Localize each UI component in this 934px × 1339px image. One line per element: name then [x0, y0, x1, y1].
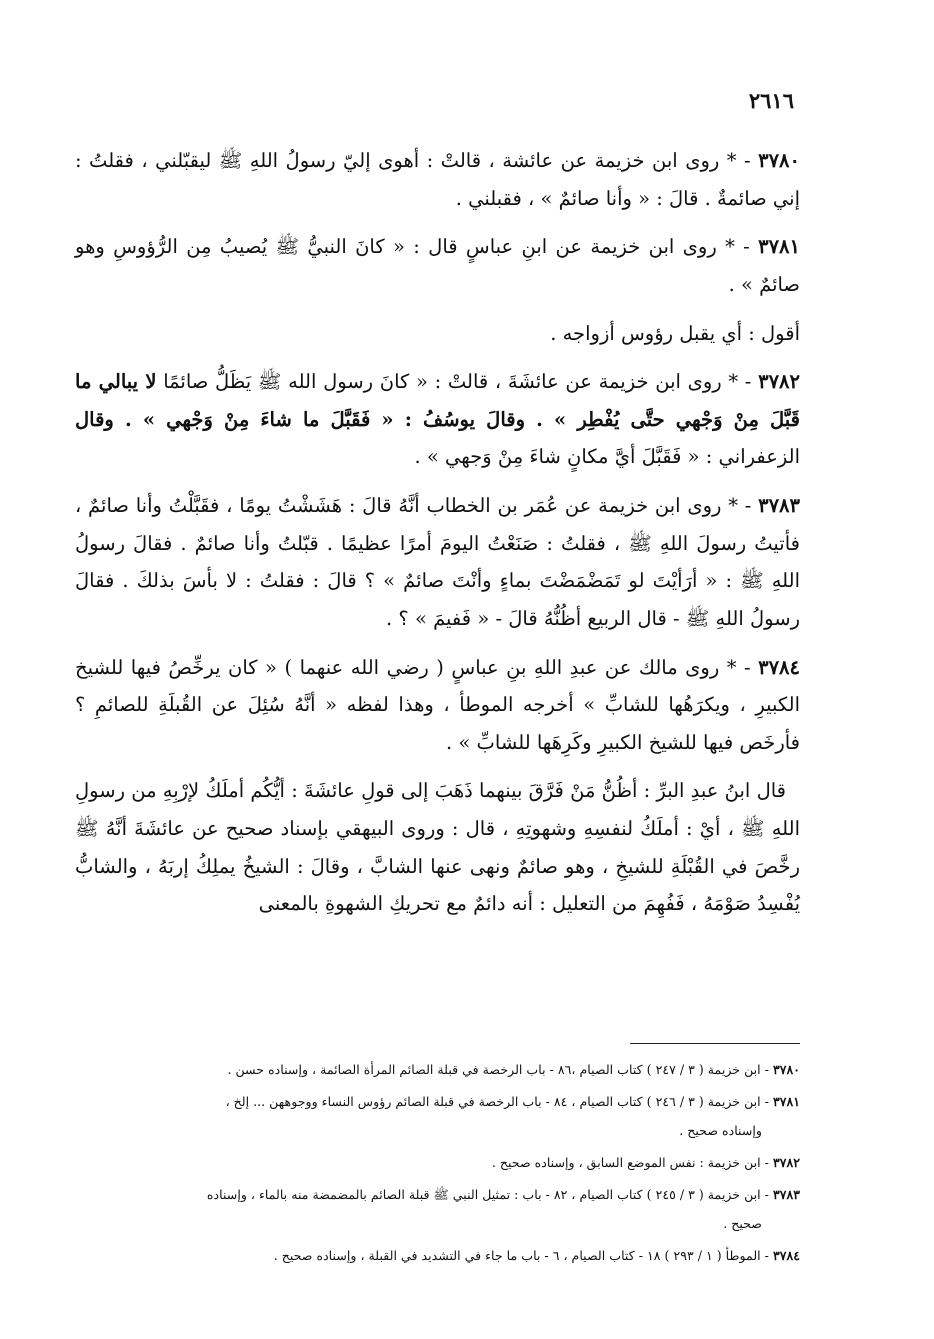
footnote-3781: [75, 1088, 800, 1146]
hadith-number: ٣٧٨٠: [758, 149, 800, 172]
hadith-text: - * روى ابن خزيمة عن عُمَر بن الخطاب أنَّهُ قالَ : هَشَشْتُ يومًا ، فقَبَّلْتُ وأنا صائمٌ ، فأتيتُ رسولَ اللهِ ﷺ ، فقلتُ : صَنَعْتُ اليومَ أمرًا عظيمًا . قبّلتُ وأنا صائمٌ . فقالَ رسولُ اللهِ ﷺ : « أرَأيْتَ لو تَمَضْمَضْتَ بماءٍ وأنْتَ صائمٌ » ؟ قالَ : فقلتُ : لا بأسَ بذلكَ . فقالَ رسولُ اللهِ ﷺ - قال الربيع أظُنُّهُ قالَ - « فَفيمَ » ؟ .: [75, 494, 800, 630]
footnote-text: - ابن خزيمة ( ٣ / ٢٤٥ ) كتاب الصيام ، ٨٢ - باب : تمثيل النبي ﷺ قبلة الصائم بالمضمضة منه بالماء ، وإسناده: [206, 1186, 773, 1202]
commentary-ibn-abd-albarr: [75, 772, 800, 923]
comment-text: أقول : أي يقبل رؤوس أزواجه .: [550, 321, 800, 345]
hadith-3784: [75, 649, 800, 762]
footnote-number: ٣٧٨٣: [772, 1186, 800, 1202]
comment-aqool: [75, 315, 800, 353]
footnote-text: - ابن خزيمة ( ٣ / ٢٤٦ ) كتاب الصيام ، ٨٤ - باب الرخصة في قبلة الصائم رؤوس النساء ووجوههن ... إلخ ،: [225, 1093, 773, 1109]
hadith-3782: [75, 363, 800, 476]
hadith-number: ٣٧٨٤: [758, 655, 800, 679]
hadith-number: ٣٧٨١: [758, 235, 800, 259]
page-number: ٢٦١٦: [748, 88, 794, 113]
footnote-text: - ابن خزيمة ( ٣ / ٢٤٧ ) كتاب الصيام ،٨٦ - باب الرخصة في قبلة الصائم المرأة الصائمة ، وإسناده حسن .: [227, 1062, 773, 1077]
footnote-continuation: وإسناده صحيح .: [679, 1122, 762, 1138]
footnote-continuation: صحيح .: [723, 1215, 762, 1231]
hadith-3780: [75, 142, 800, 217]
hadith-number: ٣٧٨٢: [758, 370, 800, 394]
footnote-number: ٣٧٨٤: [772, 1247, 800, 1263]
footnote-number: ٣٧٨٠: [772, 1062, 800, 1077]
footnote-3780: [75, 1056, 800, 1085]
footnotes: [75, 1056, 800, 1274]
hadith-text-end: الزعفراني : « فَقَبَّلَ أيَّ مكانٍ شاءَ مِنْ وَجهي » .: [414, 445, 800, 469]
hadith-3781: [75, 228, 800, 303]
hadith-text: - * روى ابن خزيمة عن عائشَةَ ، قالتْ : « كانَ رسول الله ﷺ يَظَلُّ صائمًا: [156, 370, 759, 394]
main-text: [75, 142, 800, 934]
hadith-text: - * روى مالك عن عبدِ اللهِ بنِ عباسٍ ( رضي الله عنهما ) « كان يرخِّصُ فيها للشيخ الكبيرِ ، ويكرَهُها للشابِّ » أخرجه الموطأ ، وهذا لفظه « أنَّهُ سُئِلَ عن القُبلَةِ للصائمِ ؟ فأرخَص فيها للشيخ الكبيرِ وكَرِهَها للشابِّ » .: [75, 655, 800, 754]
hadith-text: - * روى ابن خزيمة عن ابنِ عباسٍ قال : « كانَ النبيُّ ﷺ يُصيبُ مِن الرُّؤوسِ وهو صائمٌ » .: [75, 235, 800, 296]
footnote-text: - ابن خزيمة : نفس الموضع السابق ، وإسناده صحيح .: [491, 1154, 773, 1170]
hadith-number: ٣٧٨٣: [758, 494, 800, 517]
hadith-text-bold: لا يبالي ما قَبَّلَ مِنْ وَجْهي حتَّى يُفْطِر » . وقالَ يوسُفُ : « فَقَبَّلَ ما شاءَ مِنْ وَجْهي » . وقال: [75, 370, 800, 431]
hadith-3783: [75, 487, 800, 638]
footnote-number: ٣٧٨٢: [772, 1154, 800, 1170]
commentary-text: قال ابنُ عبدِ البرِّ : أظُنُّ مَنْ فَرَّقَ بينهما ذَهَبَ إلى قولِ عائشَةَ : أيُّكُم أملَكُ لإرْبِهِ من رسولِ اللهِ ﷺ ، أيْ : أملَكُ لنفسِهِ وشهوتِهِ ، قال : وروى البيهقي بإسناد صحيح عن عائشَةَ أنَّهُ ﷺ رخَّصَ في القُبْلَةِ للشيخِ ، وهو صائمٌ ونهى عنها الشابَّ ، وقالَ : الشيخُ يملِكُ إربَهُ ، والشابُّ يُفْسِدُ صَوْمَهُ ، فَفُهِمَ من التعليل : أنه دائمٌ مع تحريكِ الشهوةِ بالمعنى: [75, 779, 800, 916]
footnote-divider: [630, 1043, 800, 1044]
footnote-3782: [75, 1149, 800, 1178]
footnote-number: ٣٧٨١: [772, 1093, 800, 1109]
footnote-3784: [75, 1242, 800, 1271]
footnote-3783: [75, 1181, 800, 1239]
hadith-text: - * روى ابن خزيمة عن عائشة ، قالتْ : أهوى إليّ رسولُ اللهِ ﷺ ليقبّلني ، فقلتُ : إني صائمةٌ . قالَ : « وأنا صائمٌ » ، فقبلني .: [75, 149, 800, 210]
footnote-text: - الموطأ ( ١ / ٢٩٣ ) ١٨ - كتاب الصيام ، ٦ - باب ما جاء في التشديد في القبلة ، وإسناده صحيح .: [273, 1247, 773, 1263]
